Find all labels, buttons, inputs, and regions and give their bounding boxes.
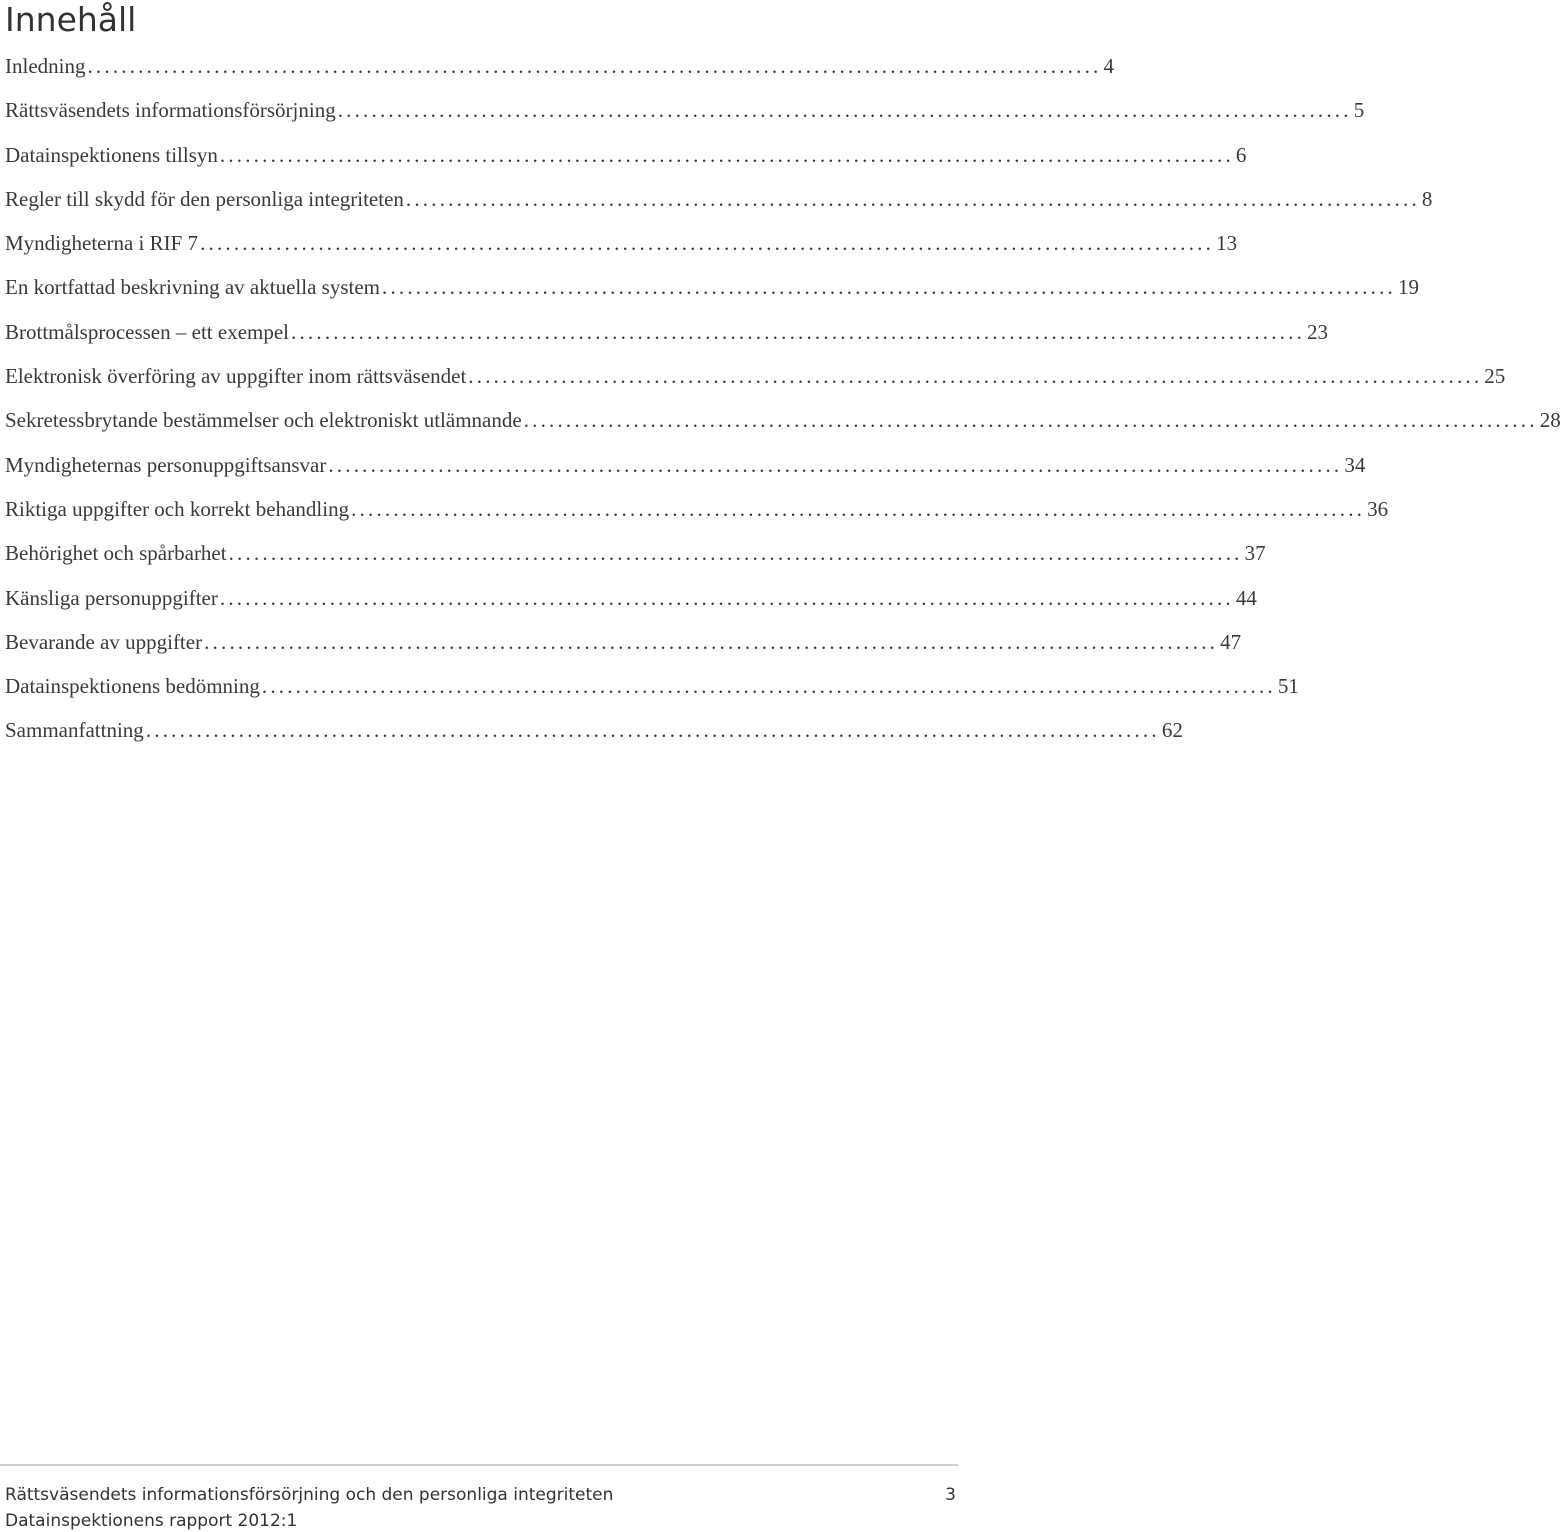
toc-entry-page: 28 xyxy=(1539,408,1561,433)
toc-entry[interactable] xyxy=(5,718,1183,762)
toc-entry-page: 8 xyxy=(1421,186,1433,211)
toc-dot-leader: ........................................................................................................................ xyxy=(523,408,1538,433)
toc-dot-leader: ........................................................................................................................ xyxy=(145,718,1160,743)
toc-dot-leader: ........................................................................................................................ xyxy=(328,452,1343,477)
toc-entry-label: Elektronisk överföring av uppgifter inom rättsväsendet xyxy=(5,364,467,389)
toc-dot-leader: ........................................................................................................................ xyxy=(261,674,1276,699)
footer-page-number: 3 xyxy=(945,1485,956,1505)
toc-dot-leader: ........................................................................................................................ xyxy=(405,186,1420,211)
toc-entry[interactable] xyxy=(5,142,1247,187)
toc-entry[interactable] xyxy=(5,585,1257,630)
toc-entry-label: Inledning xyxy=(5,54,86,78)
footer-divider xyxy=(0,1464,958,1466)
toc-dot-leader: ........................................................................................................................ xyxy=(468,364,1483,389)
toc-entry[interactable] xyxy=(5,541,1266,585)
toc-entry-page: 19 xyxy=(1398,275,1419,300)
toc-dot-leader: ........................................................................................................................ xyxy=(228,541,1243,566)
toc-entry-label: Regler till skydd för den personliga integriteten xyxy=(5,186,404,211)
footer-document-title: Rättsväsendets informationsförsörjning och den personliga integriteten xyxy=(5,1485,614,1505)
toc-entry-page: 23 xyxy=(1307,319,1329,344)
toc-entry-page: 37 xyxy=(1244,541,1266,566)
toc-entry-label: Rättsväsendets informationsförsörjning xyxy=(5,98,336,123)
toc-entry-page: 25 xyxy=(1484,364,1506,389)
toc-entry-label: Känsliga personuppgifter xyxy=(5,585,218,610)
toc-entry-label: En kortfattad beskrivning av aktuella system xyxy=(5,275,380,300)
toc-entry-page: 62 xyxy=(1161,718,1183,743)
toc-entry-page: 44 xyxy=(1235,585,1257,610)
toc-entry-label: Brottmålsprocessen – ett exempel xyxy=(5,319,290,344)
toc-entry-page: 5 xyxy=(1353,98,1365,123)
toc-dot-leader: ........................................................................................................................ xyxy=(200,231,1215,256)
toc-dot-leader: ........................................................................................................................ xyxy=(204,629,1219,654)
toc-entry-page: 6 xyxy=(1235,142,1247,167)
toc-entry[interactable] xyxy=(5,319,1329,364)
toc-dot-leader: ........................................................................................................................ xyxy=(337,98,1352,123)
toc-entry-page: 51 xyxy=(1277,674,1299,699)
toc-entry-label: Behörighet och spårbarhet xyxy=(5,541,227,566)
toc-entry[interactable] xyxy=(5,629,1242,674)
footer-report-id: Datainspektionens rapport 2012:1 xyxy=(5,1511,298,1531)
toc-entry-label: Riktiga uppgifter och korrekt behandling xyxy=(5,496,350,521)
toc-dot-leader: ........................................................................................................................ xyxy=(382,275,1396,300)
toc-entry[interactable] xyxy=(5,364,1506,408)
toc-dot-leader: ........................................................................................................................ xyxy=(351,496,1366,521)
toc-entry-page: 4 xyxy=(1103,54,1114,78)
toc-entry[interactable] xyxy=(5,674,1299,718)
table-of-contents xyxy=(5,54,1561,763)
toc-entry-page: 47 xyxy=(1220,629,1242,654)
toc-entry[interactable] xyxy=(5,231,1238,275)
toc-entry[interactable] xyxy=(5,54,1114,98)
toc-entry-label: Datainspektionens tillsyn xyxy=(5,142,218,167)
toc-dot-leader: ........................................................................................................................ xyxy=(219,585,1234,610)
toc-entry-label: Myndigheterna i RIF 7 xyxy=(5,231,199,256)
toc-entry[interactable] xyxy=(5,98,1365,142)
toc-entry[interactable] xyxy=(5,496,1389,541)
toc-entry-page: 34 xyxy=(1344,452,1366,477)
toc-entry-label: Sammanfattning xyxy=(5,718,144,743)
toc-dot-leader: ........................................................................................................................ xyxy=(219,142,1234,167)
page-title: Innehåll xyxy=(5,0,137,39)
toc-entry[interactable] xyxy=(5,452,1366,497)
toc-entry-page: 36 xyxy=(1367,496,1389,521)
toc-entry-label: Datainspektionens bedömning xyxy=(5,674,260,699)
toc-dot-leader: ........................................................................................................................ xyxy=(87,54,1102,78)
toc-dot-leader: ........................................................................................................................ xyxy=(291,319,1306,344)
toc-entry[interactable] xyxy=(5,275,1419,319)
toc-entry[interactable] xyxy=(5,408,1561,452)
toc-entry[interactable] xyxy=(5,186,1433,231)
toc-entry-label: Sekretessbrytande bestämmelser och elektroniskt utlämnande xyxy=(5,408,522,433)
toc-entry-page: 13 xyxy=(1216,231,1238,256)
toc-entry-label: Myndigheternas personuppgiftsansvar xyxy=(5,452,327,477)
toc-entry-label: Bevarande av uppgifter xyxy=(5,629,203,654)
